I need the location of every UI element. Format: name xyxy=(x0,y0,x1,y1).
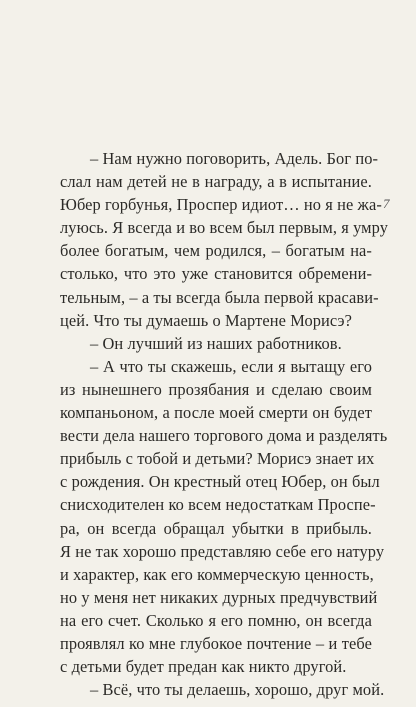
text-line: более богатым, чем родился, – богатым на- xyxy=(60,241,372,261)
text-line: Я не так хорошо представляю себе его натуру xyxy=(60,541,385,561)
text-line: – Всё, что ты делаешь, хорошо, друг мой. xyxy=(90,680,385,700)
text-line: компаньоном, а после моей смерти он будет xyxy=(60,403,372,423)
text-line: столько, что это уже становится обремени- xyxy=(60,264,372,284)
body-text xyxy=(60,147,389,701)
text-line: тельным, – а ты всегда была первой красави- xyxy=(60,287,379,307)
text-line: с детьми будет предан как никто другой. xyxy=(60,657,347,677)
text-line: – Он лучший из наших работников. xyxy=(90,333,342,353)
text-line: проявлял ко мне глубокое почтение – и тебе xyxy=(60,633,372,653)
text-line: – Нам нужно поговорить, Адель. Бог по- xyxy=(90,149,379,168)
text-line: – А что ты скажешь, если я вытащу его xyxy=(90,356,372,376)
text-line: снисходителен ко всем недостаткам Проспе- xyxy=(60,495,376,515)
text-line: прибыль с тобой и детьми? Морисэ знает их xyxy=(60,449,375,469)
text-line: на его счет. Сколько я его помню, он всегда xyxy=(60,610,372,630)
text-line: вести дела нашего торгового дома и разделять xyxy=(60,426,388,446)
text-line: ра, он всегда обращал убытки в прибыль. xyxy=(60,518,372,538)
text-line: слал нам детей не в награду, а в испытание. xyxy=(60,172,372,192)
text-line: из нынешнего прозябания и сделаю своим xyxy=(60,379,372,399)
text-line: но у меня нет никаких дурных предчувствий xyxy=(60,587,378,607)
text-line: цей. Что ты думаешь о Мартене Морисэ? xyxy=(60,310,353,330)
text-line: Юбер горбунья, Проспер идиот… но я не жа- xyxy=(60,195,382,215)
page-number: 7 xyxy=(383,196,390,211)
text-line: луюсь. Я всегда и во всем был первым, я умру xyxy=(60,218,389,238)
text-line: с рождения. Он крестный отец Юбер, он был xyxy=(60,472,380,492)
text-line: и характер, как его коммерческую ценность, xyxy=(60,564,374,584)
